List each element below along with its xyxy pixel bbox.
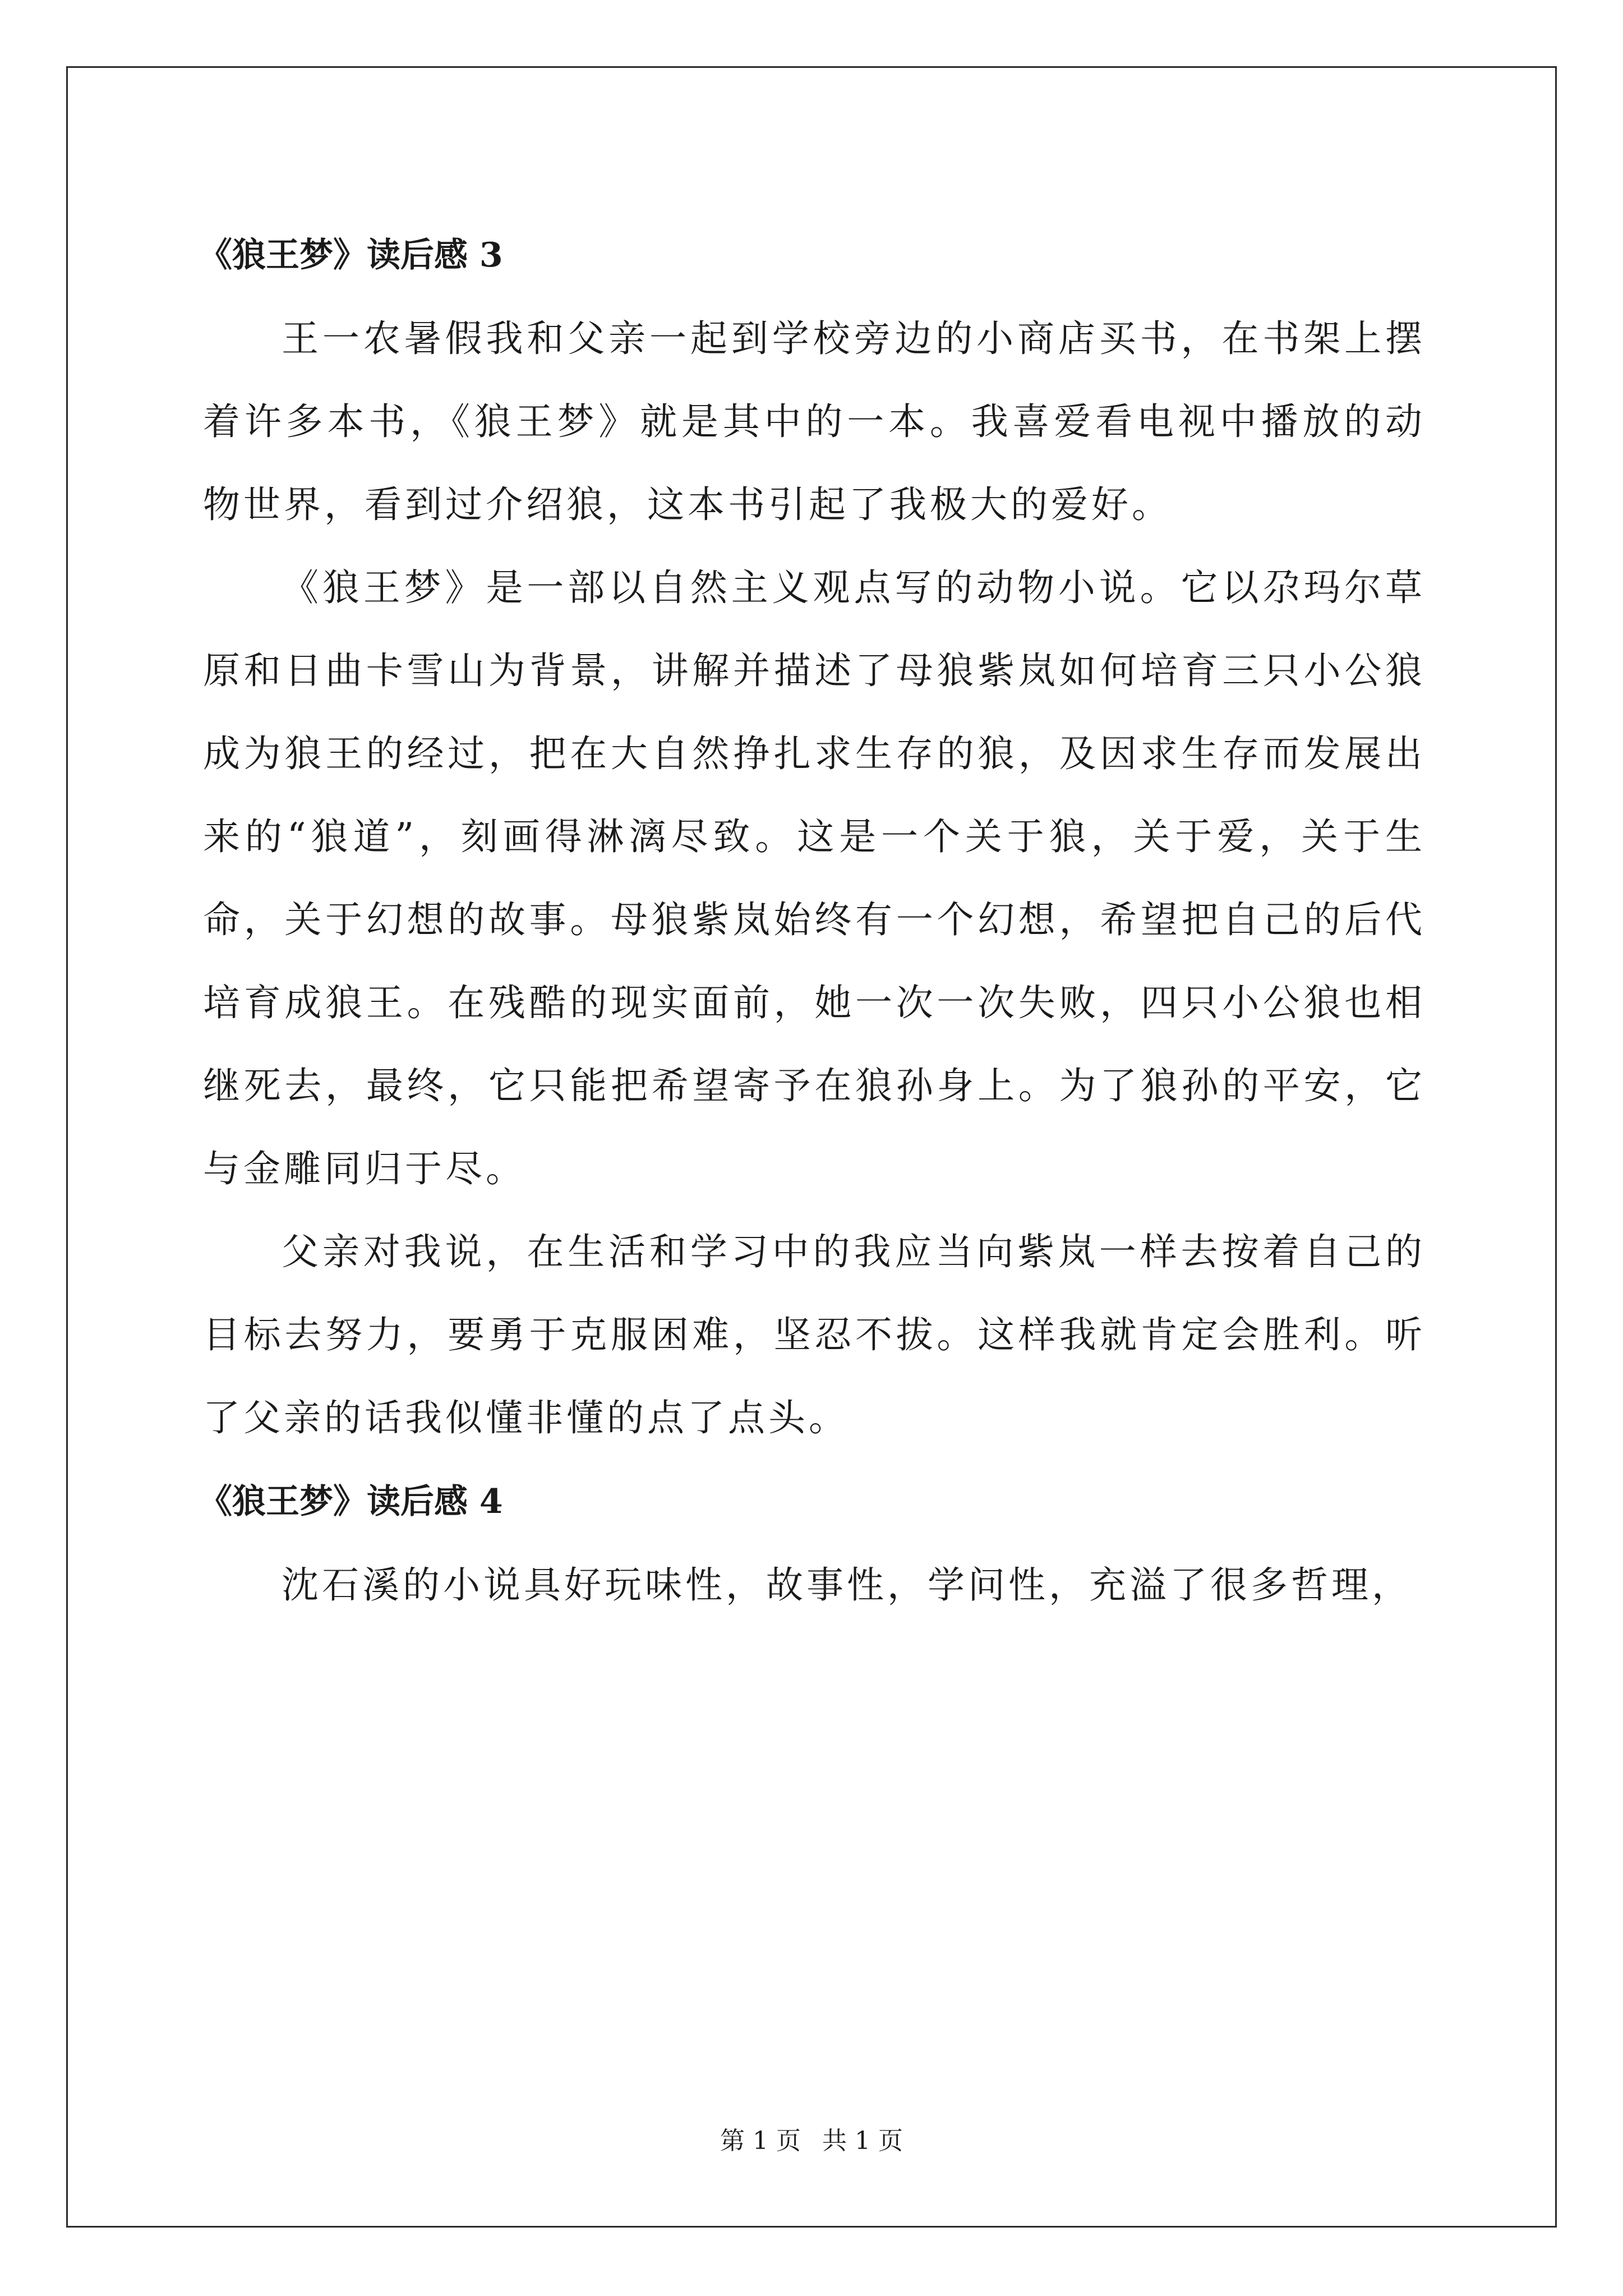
section-title: 《狼王梦》读后感 4 (199, 1482, 503, 1521)
paragraph: 沈石溪的小说具好玩味性，故事性，学问性，充溢了很多哲理， (282, 1563, 1412, 1607)
page-number: 第 1 页 (720, 2127, 801, 2155)
paragraph: 《狼王梦》是一部以自然主义观点写的动物小说。它以尕玛尔草原和日曲卡雪山为背景，讲解并描述了母狼紫岚如何培育三只小公狼成为狼王的经过，把在大自然挣扎求生存的狼，及因求生存而发展出来的“狼道”，刻画得淋漓尽致。这是一个关于狼，关于爱，关于生命，关于幻想的故事。母狼紫岚始终有一个幻想，希望把自己的后代培育成狼王。在残酷的现实面前，她一次一次失败，四只小公狼也相继死去，最终，它只能把希望寄予在狼孙身上。为了狼孙的平安，它与金雕同归于尽。 (203, 566, 1426, 1190)
page-total: 共 1 页 (822, 2127, 903, 2155)
paragraph: 父亲对我说，在生活和学习中的我应当向紫岚一样去按着自己的目标去努力，要勇于克服困难，坚忍不拔。这样我就肯定会胜利。听了父亲的话我似懂非懂的点了点头。 (203, 1230, 1426, 1439)
paragraph: 王一农暑假我和父亲一起到学校旁边的小商店买书，在书架上摆着许多本书，《狼王梦》就是其中的一本。我喜爱看电视中播放的动物世界，看到过介绍狼，这本书引起了我极大的爱好。 (203, 317, 1426, 526)
section-title: 《狼王梦》读后感 3 (199, 236, 503, 275)
document-body (199, 213, 1426, 1627)
page-footer (0, 2120, 1623, 2156)
